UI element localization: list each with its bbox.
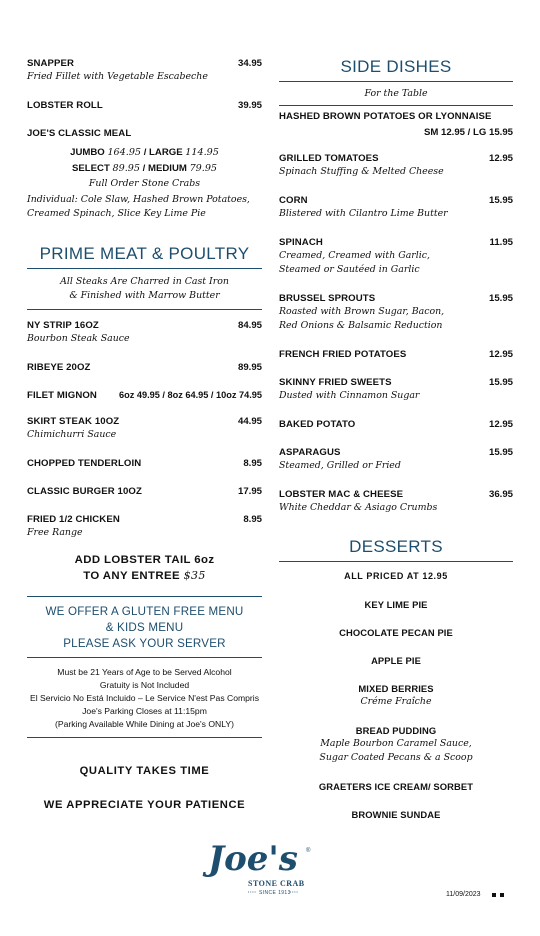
item-description: Creamed, Creamed with Garlic, <box>279 250 430 261</box>
section-heading: PRIME MEAT & POULTRY <box>39 244 250 263</box>
item-price: 44.95 <box>237 416 262 427</box>
item-price: 15.95 <box>488 447 513 458</box>
date-text: 11/09/2023 <box>446 891 481 898</box>
classic-meal-individual-1: Individual: Cole Slaw, Hashed Brown Potatoes, <box>27 194 250 205</box>
heading-rule <box>27 268 262 269</box>
logo-stone-crab: STONE CRAB <box>248 879 305 888</box>
item-price: 89.95 <box>237 362 262 373</box>
item-price: 12.95 <box>488 419 513 430</box>
menu-item-classic-meal <box>27 128 262 221</box>
joes-stone-crab-logo <box>200 836 320 904</box>
notes-rule <box>27 737 262 738</box>
item-description: Free Range <box>27 527 83 538</box>
menu-item-ny-strip <box>27 320 262 346</box>
dessert-apple-pie: APPLE PIE <box>371 655 421 666</box>
item-name: SPINACH <box>279 237 323 248</box>
square-bullet-icon <box>492 893 496 897</box>
item-name: CLASSIC BURGER 10OZ <box>27 486 142 497</box>
notice-rule-bottom <box>27 657 262 658</box>
section-heading: DESSERTS <box>349 537 443 556</box>
gluten-line-1: WE OFFER A GLUTEN FREE MENU <box>45 605 244 618</box>
heading-rule <box>279 81 513 82</box>
item-price: 17.95 <box>237 486 262 497</box>
logo-graphic <box>200 836 320 904</box>
item-name: RIBEYE 20OZ <box>27 362 91 373</box>
policy-notes <box>27 666 262 738</box>
logo-script: Joe's <box>208 839 298 879</box>
menu-item-ribeye <box>27 362 262 373</box>
item-description: Spinach Stuffing & Melted Cheese <box>279 166 444 177</box>
item-name: SNAPPER <box>27 58 75 69</box>
item-price: 8.95 <box>243 514 262 525</box>
menu-item-asparagus <box>279 447 513 473</box>
menu-item-lobster-roll <box>27 100 262 111</box>
menu-item-corn <box>279 195 513 221</box>
dessert-name: BREAD PUDDING <box>355 725 437 736</box>
section-heading: SIDE DISHES <box>340 57 452 76</box>
menu-item-filet-mignon <box>27 390 262 401</box>
item-price: 15.95 <box>488 377 513 388</box>
menu-item-baked-potato <box>279 419 513 430</box>
heading-rule <box>279 561 513 562</box>
item-price: 34.95 <box>237 58 262 69</box>
item-description: Roasted with Brown Sugar, Bacon, <box>279 306 445 317</box>
item-price: 15.95 <box>488 195 513 206</box>
item-description: Chimichurri Sauce <box>27 429 117 440</box>
classic-meal-full-order: Full Order Stone Crabs <box>88 178 201 189</box>
section-prime-meat <box>27 244 262 310</box>
item-name: JOE'S CLASSIC MEAL <box>27 128 132 139</box>
item-description: Steamed, Grilled or Fried <box>279 460 401 471</box>
dessert-key-lime-pie: KEY LIME PIE <box>364 599 428 610</box>
item-name: ASPARAGUS <box>279 447 341 458</box>
gluten-line-3: PLEASE ASK YOUR SERVER <box>63 637 226 650</box>
square-bullet-icon <box>500 893 504 897</box>
dessert-description: Sugar Coated Pecans & a Scoop <box>319 752 473 763</box>
item-name: FRENCH FRIED POTATOES <box>279 349 407 360</box>
item-description: Bourbon Steak Sauce <box>27 333 130 344</box>
item-name: BRUSSEL SPROUTS <box>279 293 376 304</box>
menu-item-grilled-tomatoes <box>279 153 513 179</box>
classic-meal-sizes-1: JUMBO 164.95 / LARGE 114.95 <box>70 147 219 158</box>
item-price: 39.95 <box>237 100 262 111</box>
item-name: FILET MIGNON <box>27 390 97 401</box>
note-line: Must be 21 Years of Age to be Served Alcohol <box>57 667 232 677</box>
section-subtitle-1: All Steaks Are Charred in Cast Iron <box>60 276 229 287</box>
lobster-tail-addon <box>27 553 262 584</box>
item-name: LOBSTER MAC & CHEESE <box>279 489 404 500</box>
item-price: 12.95 <box>488 349 513 360</box>
item-price: 12.95 <box>488 153 513 164</box>
item-name: SKIRT STEAK 10OZ <box>27 416 120 427</box>
item-name: FRIED 1/2 CHICKEN <box>27 514 120 525</box>
item-description: Steamed or Sautéed in Garlic <box>279 264 420 275</box>
item-name: CHOPPED TENDERLOIN <box>27 458 142 469</box>
dessert-description: Créme Fraîche <box>360 696 432 707</box>
item-price: 11.95 <box>489 237 513 248</box>
appreciate-patience: WE APPRECIATE YOUR PATIENCE <box>43 799 246 811</box>
dessert-mixed-berries <box>279 683 513 709</box>
item-sizes: 6oz 49.95 / 8oz 64.95 / 10oz 74.95 <box>118 390 262 400</box>
item-description: Dusted with Cinnamon Sugar <box>279 390 420 401</box>
item-name: GRILLED TOMATOES <box>279 153 379 164</box>
item-name: BAKED POTATO <box>279 419 356 430</box>
dessert-bread-pudding <box>279 725 513 765</box>
item-price: 84.95 <box>237 320 262 331</box>
item-name: LOBSTER ROLL <box>27 100 103 111</box>
desserts-all-priced: ALL PRICED AT 12.95 <box>344 571 448 581</box>
note-line: Gratuity is Not Included <box>99 680 190 690</box>
lobster-tail-price: $35 <box>183 569 206 582</box>
logo-registered: ® <box>306 848 311 854</box>
note-line: El Servicio No Está Incluido – Le Service N'est Pas Compris <box>30 693 259 703</box>
menu-item-fried-chicken <box>27 514 262 540</box>
note-line: Joe's Parking Closes at 11:15pm <box>82 706 207 716</box>
section-subtitle-2: & Finished with Marrow Butter <box>69 290 220 301</box>
menu-item-snapper <box>27 58 262 84</box>
item-name: NY STRIP 16OZ <box>27 320 99 331</box>
section-desserts <box>279 537 513 562</box>
item-name: CORN <box>279 195 308 206</box>
dessert-name: MIXED BERRIES <box>358 683 434 694</box>
item-price: 36.95 <box>488 489 513 500</box>
lobster-tail-line-1: ADD LOBSTER TAIL 6oz <box>74 554 215 566</box>
dessert-chocolate-pecan-pie: CHOCOLATE PECAN PIE <box>339 627 453 638</box>
logo-since: SINCE 1913 <box>259 890 291 896</box>
menu-item-hashed-brown <box>279 111 513 138</box>
dessert-description: Maple Bourbon Caramel Sauce, <box>320 738 472 749</box>
dessert-graeters-ice-cream: GRAETERS ICE CREAM/ SORBET <box>318 781 474 792</box>
gluten-line-2: & KIDS MENU <box>105 621 184 634</box>
menu-item-chopped-tenderloin <box>27 458 262 469</box>
subtitle-rule <box>279 105 513 106</box>
item-description: Red Onions & Balsamic Reduction <box>279 320 443 331</box>
menu-item-spinach <box>279 237 513 277</box>
lobster-tail-line-2: TO ANY ENTREE $35 <box>83 569 206 582</box>
item-description: Fried Fillet with Vegetable Escabeche <box>27 71 208 82</box>
menu-item-skirt-steak <box>27 416 262 442</box>
menu-item-classic-burger <box>27 486 262 497</box>
item-name: HASHED BROWN POTATOES OR LYONNAISE <box>279 111 492 122</box>
menu-item-skinny-sweets <box>279 377 513 403</box>
menu-date <box>446 891 504 898</box>
section-subtitle: For the Table <box>364 88 428 99</box>
dessert-brownie-sundae: BROWNIE SUNDAE <box>351 809 441 820</box>
item-description: Blistered with Cilantro Lime Butter <box>279 208 448 219</box>
menu-item-lobster-mac <box>279 489 513 515</box>
classic-meal-individual-2: Creamed Spinach, Slice Key Lime Pie <box>27 208 206 219</box>
subtitle-rule <box>27 309 262 310</box>
quality-takes-time: QUALITY TAKES TIME <box>79 765 210 777</box>
item-name: SKINNY FRIED SWEETS <box>279 377 392 388</box>
classic-meal-sizes-2: SELECT 89.95 / MEDIUM 79.95 <box>71 163 218 174</box>
item-description: White Cheddar & Asiago Crumbs <box>279 502 438 513</box>
section-side-dishes <box>279 57 513 106</box>
gluten-free-notice <box>27 596 262 658</box>
item-price: 8.95 <box>243 458 262 469</box>
note-line: (Parking Available While Dining at Joe's ONLY) <box>54 719 234 729</box>
menu-item-brussel-sprouts <box>279 293 513 333</box>
notice-rule-top <box>27 596 262 597</box>
item-price: 15.95 <box>488 293 513 304</box>
item-sizes: SM 12.95 / LG 15.95 <box>423 127 513 138</box>
menu-item-french-fries <box>279 349 513 360</box>
